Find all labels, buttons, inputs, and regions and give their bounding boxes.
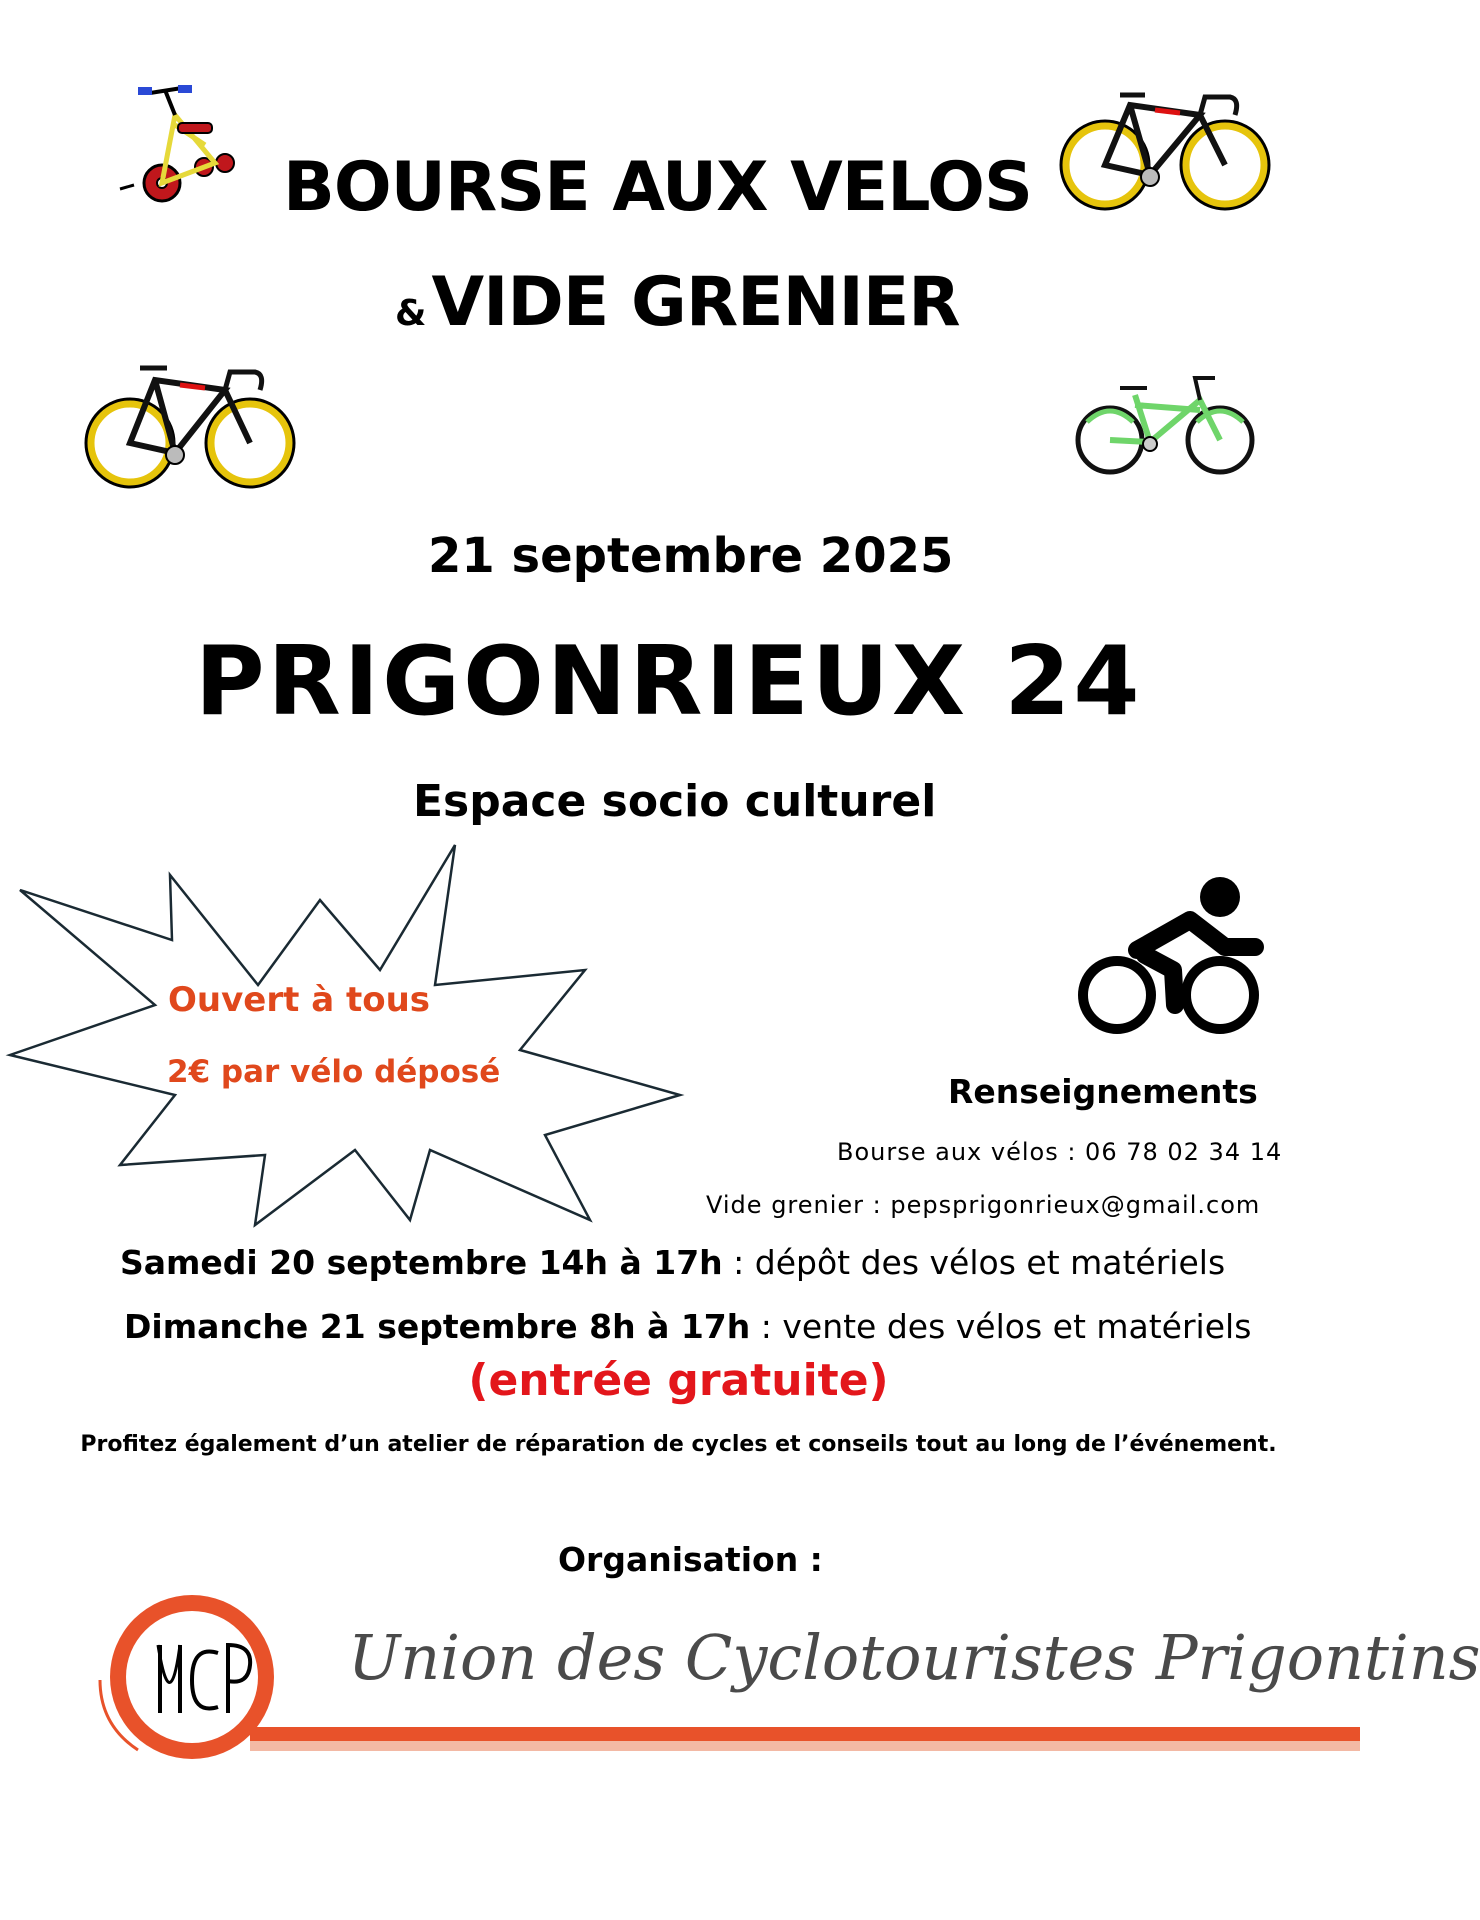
road-bike-icon — [85, 358, 295, 493]
road-bike-icon — [1060, 85, 1270, 215]
tricycle-icon — [120, 85, 250, 215]
organisation-label: Organisation : — [558, 1540, 823, 1579]
contact-title: Renseignements — [948, 1072, 1258, 1111]
contact-garage-email: Vide grenier : pepsprigonrieux@gmail.com — [706, 1191, 1261, 1219]
schedule-saturday-desc: : dépôt des vélos et matériels — [722, 1243, 1226, 1282]
free-entry-label: (entrée gratuite) — [468, 1355, 889, 1406]
burst-open-to-all: Ouvert à tous — [168, 980, 431, 1020]
city-bike-icon — [1075, 370, 1255, 480]
event-venue: Espace socio culturel — [413, 776, 937, 827]
schedule-sunday-desc: : vente des vélos et matériels — [750, 1307, 1252, 1346]
schedule-sunday-time: Dimanche 21 septembre 8h à 17h — [124, 1307, 751, 1346]
cyclist-icon — [1075, 875, 1265, 1035]
club-name: Union des Cyclotouristes Prigontins — [348, 1621, 1480, 1694]
title-line-2 — [395, 263, 960, 342]
starburst-shape — [0, 840, 690, 1240]
workshop-note: Profitez également d’un atelier de réparation de cycles et conseils tout au long de l’événement. — [80, 1432, 1277, 1457]
schedule-saturday — [120, 1243, 1225, 1282]
event-city: PRIGONRIEUX 24 — [195, 627, 1143, 737]
schedule-saturday-time: Samedi 20 septembre 14h à 17h — [120, 1243, 723, 1282]
title-line-1: BOURSE AUX VELOS — [283, 148, 1032, 227]
event-date: 21 septembre 2025 — [428, 528, 954, 584]
burst-price: 2€ par vélo déposé — [167, 1054, 501, 1090]
title-vide-grenier: VIDE GRENIER — [431, 263, 960, 342]
schedule-sunday — [124, 1307, 1251, 1346]
title-ampersand: & — [395, 293, 427, 334]
contact-bikes-phone: Bourse aux vélos : 06 78 02 34 14 — [837, 1138, 1283, 1166]
